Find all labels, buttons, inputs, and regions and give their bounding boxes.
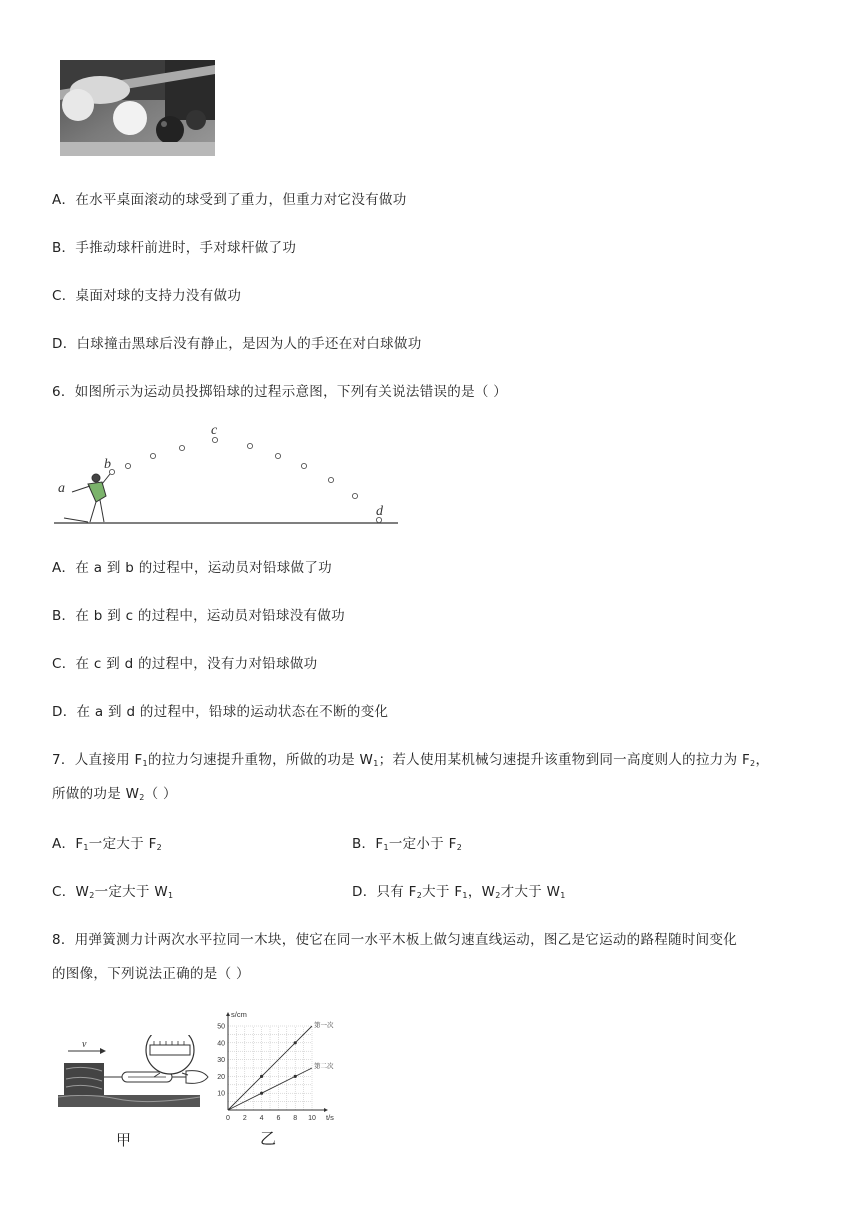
spring-scale-figure xyxy=(58,1035,210,1150)
series-label-2: 第二次 xyxy=(314,1063,334,1070)
q5-option-a: A．在水平桌面滚动的球受到了重力，但重力对它没有做功 xyxy=(52,192,407,208)
q6-option-c: C．在 c 到 d 的过程中，没有力对铅球做功 xyxy=(52,656,318,672)
shot-put-figure xyxy=(52,422,402,530)
data-point xyxy=(294,1041,297,1044)
data-point xyxy=(260,1092,263,1095)
x-tick-label: 2 xyxy=(242,1115,247,1122)
y-tick-label: 50 xyxy=(217,1023,225,1031)
label-d: d xyxy=(376,504,383,519)
q8-stem-line2: 的图像，下列说法正确的是（ ） xyxy=(52,966,250,982)
y-tick-label: 10 xyxy=(217,1090,225,1098)
q7-option-c: C．$W_2$一定大于 $W_1$ xyxy=(52,884,174,900)
x-tick-label: 4 xyxy=(259,1115,264,1122)
label-a: a xyxy=(58,481,65,496)
q5-option-b: B．手推动球杆前进时，手对球杆做了功 xyxy=(52,240,297,256)
q8-stem-line1: 8．用弹簧测力计两次水平拉同一木块，使它在同一水平木板上做匀速直线运动，图乙是它运动的路程随时间变化 xyxy=(52,932,738,948)
y-axis-arrow xyxy=(226,1012,230,1016)
q6-stem: 6．如图所示为运动员投掷铅球的过程示意图，下列有关说法错误的是（ ） xyxy=(52,384,508,400)
distance-time-chart xyxy=(210,1008,340,1148)
billiards-photo xyxy=(60,60,215,156)
q7-stem-line2: 所做的功是 $W_2$（ ） xyxy=(52,786,177,802)
q5-option-d: D．白球撞击黑球后没有静止，是因为人的手还在对白球做功 xyxy=(52,336,422,352)
x-axis-arrow xyxy=(324,1108,328,1112)
q6-option-a: A．在 a 到 b 的过程中，运动员对铅球做了功 xyxy=(52,560,332,576)
x-tick-label: 10 xyxy=(308,1115,316,1122)
x-axis-label: t/s xyxy=(326,1113,334,1122)
q6-option-b: B．在 b 到 c 的过程中，运动员对铅球没有做功 xyxy=(52,608,345,624)
fig-jia-caption: 甲 xyxy=(116,1131,132,1149)
q7-option-b: B．$F_1$一定小于 $F_2$ xyxy=(352,836,463,852)
data-point xyxy=(260,1075,263,1078)
data-point xyxy=(294,1075,297,1078)
q5-option-c: C．桌面对球的支持力没有做功 xyxy=(52,288,242,304)
q7-stem-line1: 7．人直接用 $F_1$的拉力匀速提升重物，所做的功是 $W_1$；若人使用某机械匀速提升该重物到同一高度则人的拉力为 $F_2$， xyxy=(52,752,770,768)
q6-option-d: D．在 a 到 d 的过程中，铅球的运动状态在不断的变化 xyxy=(52,704,389,720)
fig-yi-caption: 乙 xyxy=(260,1129,277,1148)
label-c: c xyxy=(211,423,218,438)
v-label: v xyxy=(82,1039,87,1050)
x-tick-label: 8 xyxy=(293,1115,298,1122)
y-axis-label: s/cm xyxy=(231,1010,247,1019)
q7-option-d: D．只有 $F_2$大于 $F_1$，$W_2$才大于 $W_1$ xyxy=(352,884,566,900)
y-tick-label: 40 xyxy=(217,1040,225,1048)
series-label-1: 第一次 xyxy=(314,1022,334,1029)
y-tick-label: 20 xyxy=(217,1073,225,1081)
label-b: b xyxy=(104,457,111,472)
x-tick-label: 6 xyxy=(276,1115,281,1122)
x-tick-label: 0 xyxy=(226,1115,230,1122)
y-tick-label: 30 xyxy=(217,1057,225,1065)
q7-option-a: A．$F_1$一定大于 $F_2$ xyxy=(52,836,163,852)
